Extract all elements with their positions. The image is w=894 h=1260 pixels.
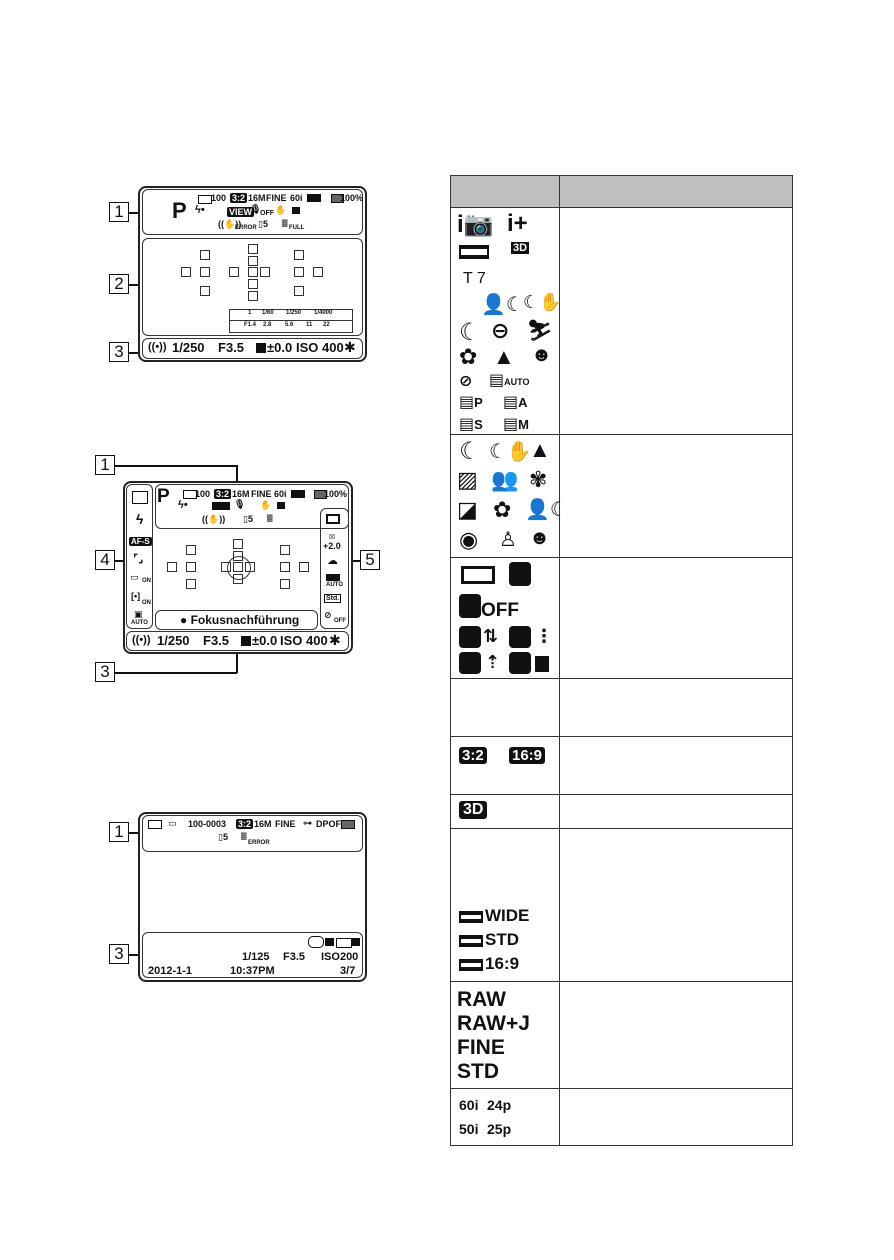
description-cell [560,208,793,435]
callout-1-middle: 1 [95,455,115,475]
frame-rate: 60i [290,193,303,203]
database-icon-middle: ≣ [266,513,274,523]
metering-icon [326,514,340,524]
rec-folder-icon-playback: ▯5 [218,832,228,842]
flash-icon-middle: ϟ• [178,499,188,511]
icon-cell [451,679,560,737]
upload-arrow-icon: ⇡ [485,652,501,672]
face-detect-icon: ▭ [130,572,139,582]
image-quality: FINE [266,193,287,203]
flash-comp-value: +2.0 [323,541,341,551]
table-row [451,679,793,737]
flash-comp-icon: ☒ [329,534,336,541]
transfer-arrows-icon: ⇅ [483,626,499,646]
iso-value: ISO 400 [296,340,344,355]
error-label-playback: ERROR [248,840,270,846]
icon-cell [451,1089,560,1146]
hdr-icon [336,938,352,948]
icon-cell [451,435,568,558]
af-point [248,267,258,277]
shutter-scale-2: 1/250 [286,310,302,316]
panorama-wide-label: WIDE [485,906,530,925]
quality-raw: RAW [457,988,506,1011]
description-cell [560,435,793,558]
shutter-scale-3: 1/4000 [314,310,333,316]
dro-icon [326,574,340,581]
callout-5-middle: 5 [360,550,380,570]
af-point [200,267,210,277]
moving-icon: ☻ [529,527,551,549]
af-point [229,267,239,277]
iso-value-middle: ISO 400 [280,633,328,648]
backlight-portrait-icon: ▨ [457,467,478,492]
warning-icon-1 [325,938,334,946]
movie-format-icon-middle [291,490,305,498]
aperture-scale-3: 11 [306,322,313,328]
movie-m-icon: ▤M [503,416,529,433]
night-scene-icon: ☾ [459,438,481,465]
auto-portrait-icon: ▣ [134,609,143,619]
wifi-standby-icon [509,626,531,648]
image-size-playback: 16M [254,819,272,829]
wifi-card-icon [509,562,531,586]
aperture-scale-1: 2.8 [263,322,272,328]
steadyshot-icon: ✋ [275,205,287,215]
white-balance-icon: ☁ [327,555,338,567]
playback-iso: ISO200 [321,951,359,963]
quality-fine: FINE [457,1036,505,1059]
image-quality-playback: FINE [275,819,296,829]
shake-warning-icon-middle: ((✋)) [202,514,226,524]
creative-style: Std. [326,595,340,602]
quality-raw-jpeg: RAW+J [457,1012,530,1035]
shutter-speed: 1/250 [172,340,205,355]
macro-icon: ✿ [459,344,478,369]
handheld-twilight-icon: ☾✋ [489,441,532,463]
backlight-icon: ◪ [457,497,478,522]
panorama-16-9-icon [459,959,483,971]
flash-mode-icon: ϟ [136,511,144,527]
standby-dots-icon: ⋮ [535,626,553,646]
table-row [451,795,793,829]
af-point [233,539,243,549]
table-header [451,176,793,208]
table-row [451,208,793,435]
memory-card-table-icon [461,566,495,584]
movie-a-icon: ▤A [503,394,528,411]
tracking-label: ● Fokusnachführung [180,613,300,627]
description-cell [560,558,793,679]
framerate-50i: 50i [459,1121,479,1137]
aspect-ratio-playback: 3:2 [238,819,252,829]
intelligent-auto-icon: i📷 [457,211,494,238]
aspect-16-9-icon: 16:9 [509,747,545,764]
description-cell [560,737,793,795]
protect-icon: ⊶ [303,818,312,828]
playback-time: 10:37PM [230,965,275,977]
exposure-value: ±0.0 [267,340,293,355]
af-point [313,267,323,277]
view-badge-middle [212,502,230,510]
description-cell [560,679,793,737]
aspect-ratio: 3:2 [232,193,246,203]
database-icon: ≣ [281,218,289,228]
aperture-scale-0: F1.4 [244,322,257,328]
table-row [451,737,793,795]
movie-s-icon: ▤S [459,416,483,433]
description-cell [560,795,793,829]
wifi-upload-icon [459,652,481,674]
shutter-speed-middle: 1/250 [157,633,190,648]
table-row [451,829,793,982]
af-point [200,286,210,296]
warning-icon-2 [351,938,360,946]
tripod-icon: ♙ [499,529,517,551]
table-row [451,1089,793,1146]
callout-3-top: 3 [109,342,129,362]
memory-card-icon-playback [148,820,162,829]
icon-cell [451,558,560,679]
aspect-3-2-icon: 3:2 [459,747,487,764]
wifi-off-label: OFF [481,600,519,621]
movie-p-icon: ▤P [459,394,483,411]
playback-date: 2012-1-1 [148,965,193,977]
af-point [186,579,196,589]
tracking-circle [227,556,251,580]
movie-format-icon [307,194,321,202]
sports-icon: ⛷ [527,320,553,342]
memory-card-icon [198,195,212,204]
view-badge: VIEW [229,207,253,217]
image-size-middle: 16M [232,489,250,499]
battery-level: 100% [340,193,364,203]
aperture-scale-2: 5.6 [285,322,294,328]
panorama-std-icon [459,935,483,947]
af-point [260,267,270,277]
af-point [248,279,258,289]
icon-cell [451,829,560,982]
shutter-scale-1: 1/60 [262,310,274,316]
mode-p-middle: P [157,486,170,507]
picture-effect-icon: ⊘ [324,610,332,620]
pet-icon: ☻ [531,344,553,366]
baby-icon: ✾ [529,467,548,492]
handheld-twilight-icon: ☾✋ [523,292,562,312]
shake-warning-icon: ((✋)) [218,219,242,229]
battery-level-middle: 100% [324,489,348,499]
mic-icon-middle: 🎙 [234,499,246,509]
playback-shutter: 1/125 [242,951,270,963]
error-label: ERROR [235,225,257,231]
callout-1-playback: 1 [109,822,129,842]
dpof-label: DPOF [316,819,342,829]
night-portrait-icon: 👤☾ [481,294,524,316]
macro-icon: ✿ [493,497,512,522]
wifi-transfer-icon [459,626,481,648]
af-point [280,545,290,555]
af-point [248,244,258,254]
landscape-icon: ▲ [493,344,515,369]
callout-2-top: 2 [109,274,129,294]
quality-std: STD [457,1060,499,1083]
af-point [294,286,304,296]
smile-shutter-on: ON [142,600,151,606]
frame-rate-middle: 60i [274,489,287,499]
image-quality-middle: FINE [251,489,272,499]
steadyshot-icon-bottom: ((•)) [148,341,167,353]
focus-area-icon: ⌜⌟ [133,553,144,565]
aperture-value: F3.5 [218,340,245,355]
portrait-circle-icon: ◉ [459,527,479,552]
icon-cell [451,982,560,1089]
af-point [280,562,290,572]
image-size: 16M [248,193,266,203]
panorama-16-9-label: 16:9 [485,954,520,973]
table-row [451,982,793,1089]
table-row [451,435,793,558]
battery-icon-playback [341,820,355,829]
framerate-24p: 24p [487,1097,512,1113]
icon-cell [451,737,560,795]
card-count-middle: 100 [195,489,211,499]
af-point [294,250,304,260]
movie-auto-icon: ▤AUTO [489,372,530,389]
exposure-comp-icon-middle [241,636,251,646]
af-point [248,256,258,266]
wifi-error-icon [509,652,531,674]
af-point [200,250,210,260]
af-point [186,562,196,572]
af-point [181,267,191,277]
sweep-panorama-icon [459,245,489,259]
panorama-wide-icon [459,911,483,923]
auto-portrait-label: AUTO [131,620,148,626]
night-portrait-icon: 👤☾ [525,499,568,521]
af-point [186,545,196,555]
folder-file-number: 100-0003 [188,819,227,829]
night-scene-icon: ☾ [459,319,481,346]
full-label: FULL [289,225,305,231]
3d-panorama-icon: 3D [513,242,528,254]
wifi-off-card-icon [459,594,481,618]
callout-4-middle: 4 [95,550,115,570]
drive-mode-icon [132,491,148,504]
description-cell [560,982,793,1089]
callout-3-middle: 3 [95,662,115,682]
icon-cell [451,208,560,435]
af-point [167,562,177,572]
aspect-ratio-middle: 3:2 [216,489,230,499]
smile-shutter-icon: [•] [131,591,141,601]
steadyshot-icon-middle: ✋ [260,500,272,510]
rec-folder-icon-middle: ▯5 [243,514,253,524]
remote-icon-middle [277,502,285,509]
framerate-60i: 60i [459,1097,479,1113]
aperture-value-middle: F3.5 [203,633,230,648]
framerate-25p: 25p [487,1121,512,1137]
description-cell [560,829,793,982]
exposure-value-middle: ±0.0 [252,633,278,648]
mic-icon: 🎙 [250,204,262,214]
exposure-comp-icon [256,343,266,353]
sunset-icon: ⊖ [491,318,510,343]
playback-folder-icon: ▭ [168,818,177,828]
face-detect-on: ON [142,578,151,584]
playback-counter: 3/7 [340,965,356,977]
mic-off-label: OFF [260,210,274,217]
callout-3-playback: 3 [109,944,129,964]
callout-1-top: 1 [109,202,129,222]
table-row [451,558,793,679]
ae-lock-icon: ✱ [344,339,356,355]
superior-auto-icon: i+ [507,210,528,237]
rec-folder-icon: ▯5 [258,219,268,229]
icon-cell [451,795,560,829]
af-point [280,579,290,589]
card-count: 100 [211,193,227,203]
header-icon-column [451,176,560,208]
focus-mode: AF-S [131,537,150,546]
portrait-icon: 👥 [491,467,519,492]
mode-p: P [172,198,187,223]
3d-icon: 3D [459,801,487,819]
playback-status-icon [308,936,324,948]
remote-icon [292,207,300,214]
error-badge-icon [535,656,549,672]
flash-off-icon: ⊘ [459,373,473,390]
landscape-icon: ▲ [529,437,551,462]
panorama-std-label: STD [485,930,519,949]
scale-divider [230,320,352,321]
icon-reference-table [450,175,793,1146]
shutter-scale-0: 1 [248,310,252,316]
steadyshot-icon-middle-bottom: ((•)) [132,634,151,646]
af-point [299,562,309,572]
ae-lock-icon-middle: ✱ [329,632,341,648]
picture-effect-off: OFF [334,618,346,624]
playback-aperture: F3.5 [283,951,306,963]
database-icon-playback: ≣ [240,831,248,841]
header-description-column [560,176,793,208]
tele-zoom-icon: T 7 [463,270,486,287]
aperture-scale-4: 22 [323,322,330,328]
af-point [294,267,304,277]
description-cell [560,1089,793,1146]
af-point [248,291,258,301]
flash-icon: ϟ• [195,204,205,216]
dro-auto: AUTO [326,582,343,588]
